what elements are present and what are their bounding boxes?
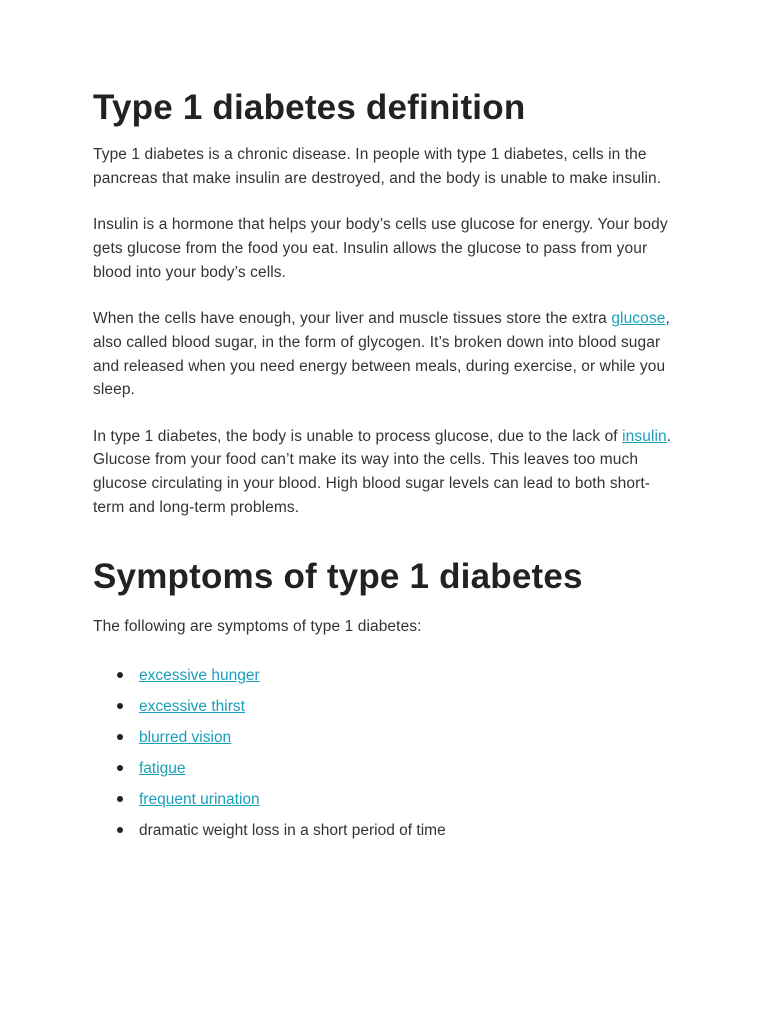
list-item (117, 815, 675, 846)
paragraph-text: In type 1 diabetes, the body is unable to process glucose, due to the lack of (93, 427, 623, 445)
excessive-thirst-link[interactable]: excessive thirst (139, 697, 245, 715)
symptoms-list (93, 660, 675, 846)
list-item (117, 691, 675, 722)
frequent-urination-link[interactable]: frequent urination (139, 790, 260, 808)
paragraph-text: , also called blood sugar, in the form of glycogen. It’s broken down into blood sugar and released when you need energy between meals, during exercise, or while you sleep. (93, 309, 670, 399)
weight-loss-text: dramatic weight loss in a short period of time (139, 821, 446, 839)
list-item (117, 753, 675, 784)
insulin-link[interactable]: insulin (622, 427, 667, 445)
paragraph-chronic-disease: Type 1 diabetes is a chronic disease. In people with type 1 diabetes, cells in the pancreas that make insulin are destroyed, and the body is unable to make insulin. (93, 146, 662, 187)
blurred-vision-link[interactable]: blurred vision (139, 728, 232, 746)
paragraph-high-blood-sugar (93, 425, 675, 520)
excessive-hunger-link[interactable]: excessive hunger (139, 666, 260, 684)
fatigue-link[interactable]: fatigue (139, 759, 186, 777)
paragraph-glycogen-storage (93, 307, 675, 402)
heading-definition: Type 1 diabetes definition (93, 88, 526, 127)
paragraph-text: . Glucose from your food can’t make its way into the cells. This leaves too much glucose circulating in your blood. High blood sugar levels can lead to both short-term and long-term problems. (93, 427, 672, 517)
paragraph-text: When the cells have enough, your liver and muscle tissues store the extra (93, 309, 612, 327)
list-item (117, 660, 675, 691)
list-item (117, 784, 675, 815)
glucose-link[interactable]: glucose (611, 309, 666, 327)
heading-symptoms: Symptoms of type 1 diabetes (93, 556, 583, 596)
paragraph-insulin-hormone: Insulin is a hormone that helps your body’s cells use glucose for energy. Your body gets glucose from the food you eat. Insulin allows the glucose to pass from your blood into your body’s cells. (93, 216, 668, 281)
list-item (117, 722, 675, 753)
symptoms-intro: The following are symptoms of type 1 diabetes: (93, 617, 422, 635)
